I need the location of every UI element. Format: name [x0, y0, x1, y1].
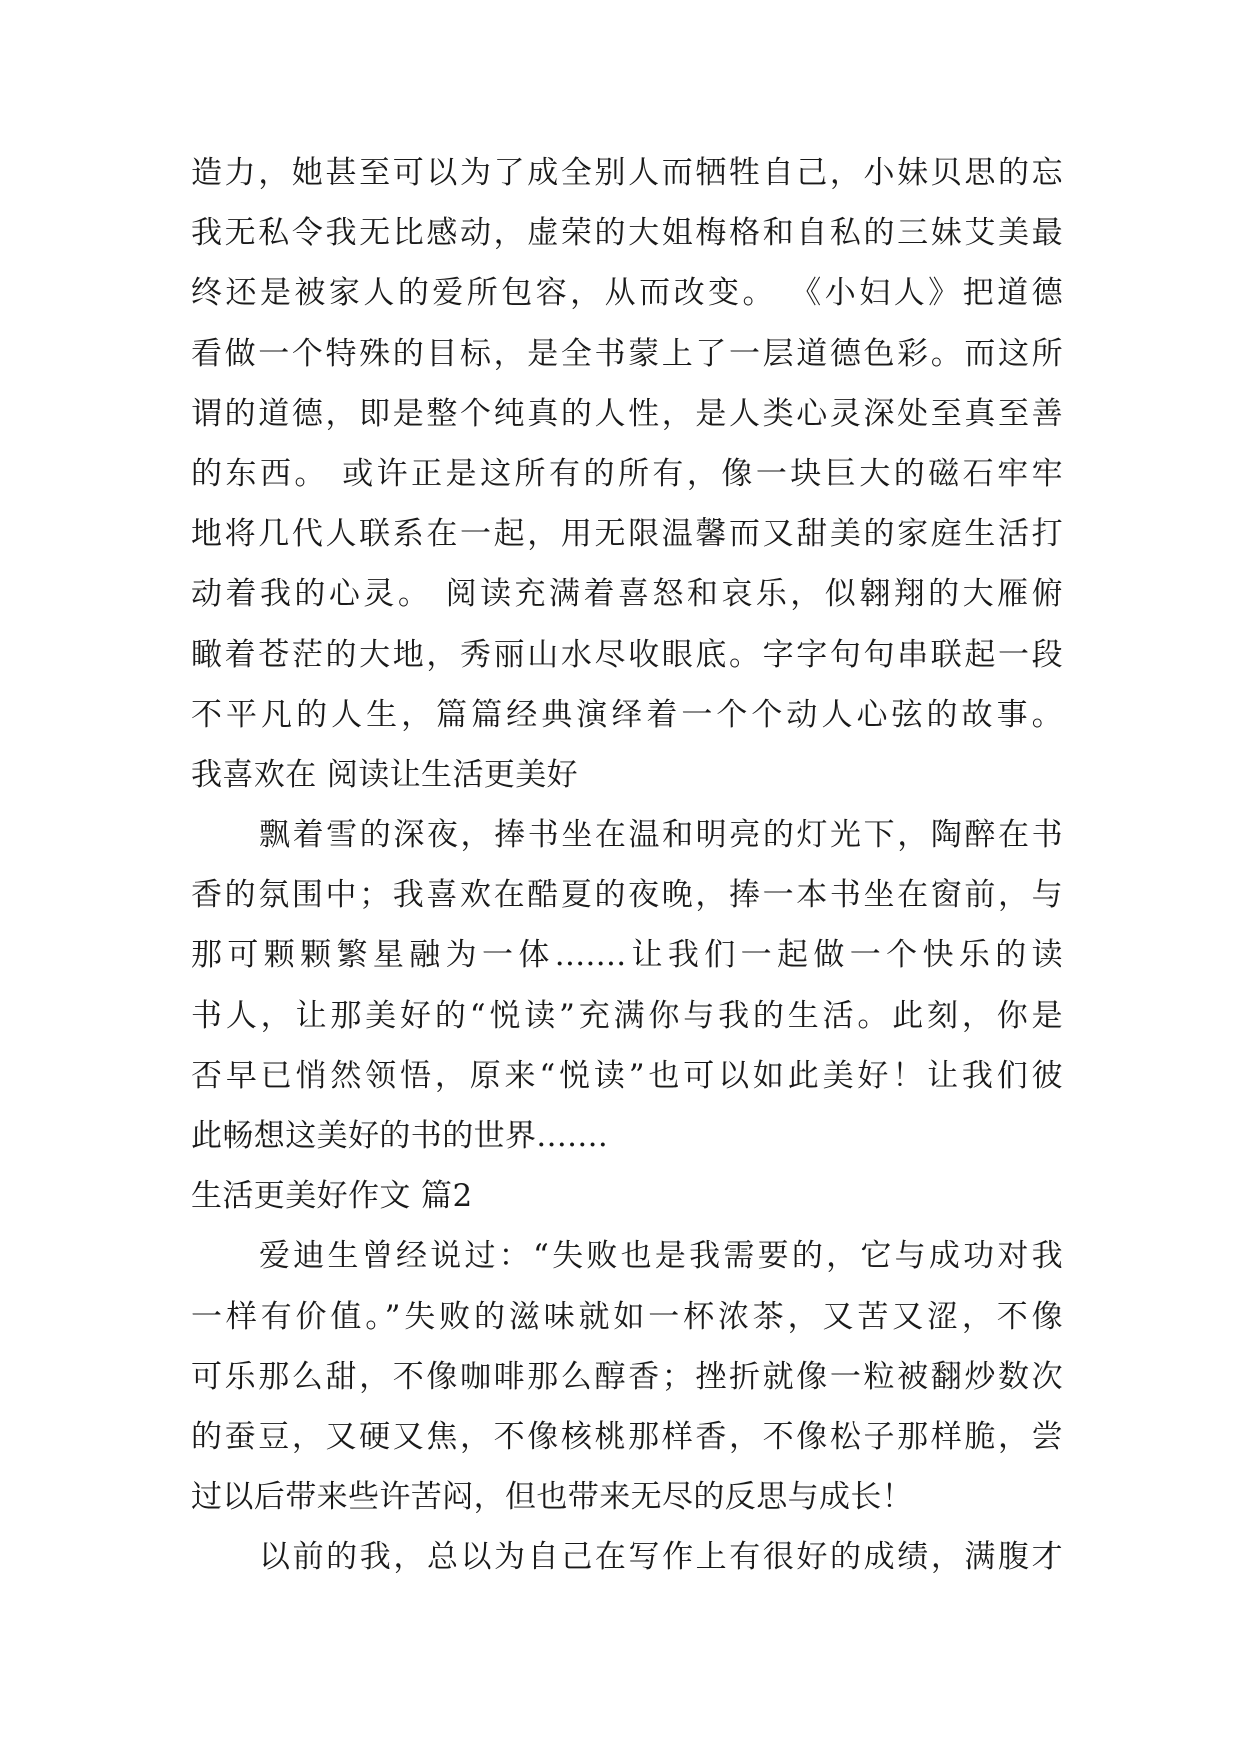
- document-body: [191, 143, 1063, 1588]
- paragraph-line: 终还是被家人的爱所包容，从而改变。 《小妇人》把道德: [191, 275, 1063, 312]
- paragraph-line: 书人，让那美好的“悦读”充满你与我的生活。此刻，你是: [191, 997, 1063, 1034]
- paragraph-line: 造力，她甚至可以为了成全别人而牺牲自己，小妹贝思的忘: [191, 155, 1063, 191]
- paragraph-line: 谓的道德，即是整个纯真的人性，是人类心灵深处至真至善: [191, 395, 1063, 432]
- paragraph-line: 香的氛围中；我喜欢在酷夏的夜晚，捧一本书坐在窗前，与: [191, 877, 1063, 914]
- paragraph-line: 那可颗颗繁星融为一体.......让我们一起做一个快乐的读: [191, 937, 1063, 974]
- paragraph-line: 的蚕豆，又硬又焦，不像核桃那样香，不像松子那样脆，尝: [191, 1418, 1063, 1455]
- paragraph-line: 瞰着苍茫的大地，秀丽山水尽收眼底。字字句句串联起一段: [191, 636, 1063, 673]
- paragraph-line: 否早已悄然领悟，原来“悦读”也可以如此美好！让我们彼: [191, 1057, 1063, 1094]
- paragraph-line: 爱迪生曾经说过：“失败也是我需要的，它与成功对我: [259, 1238, 1063, 1275]
- paragraph-line: 地将几代人联系在一起，用无限温馨而又甜美的家庭生活打: [191, 516, 1063, 553]
- paragraph-line: 不平凡的人生，篇篇经典演绎着一个个动人心弦的故事。: [191, 696, 1063, 733]
- paragraph-line: 我无私令我无比感动，虚荣的大姐梅格和自私的三妹艾美最: [191, 215, 1063, 252]
- paragraph-line: 一样有价值。”失败的滋味就如一杯浓茶，又苦又涩，不像: [191, 1298, 1063, 1335]
- paragraph-line: 以前的我，总以为自己在写作上有很好的成绩，满腹才: [259, 1539, 1063, 1576]
- paragraph-line: 过以后带来些许苦闷，但也带来无尽的反思与成长！: [191, 1479, 914, 1516]
- paragraph-line: 此畅想这美好的书的世界.......: [191, 1118, 609, 1154]
- paragraph-line: 看做一个特殊的目标，是全书蒙上了一层道德色彩。而这所: [191, 335, 1063, 372]
- section-subtitle: 我喜欢在 阅读让生活更美好: [191, 756, 579, 793]
- paragraph-line: 动着我的心灵。 阅读充满着喜怒和哀乐，似翱翔的大雁俯: [191, 576, 1063, 613]
- paragraph-line: 的东西。 或许正是这所有的所有，像一块巨大的磁石牢牢: [191, 455, 1063, 492]
- section-heading: 生活更美好作文 篇2: [191, 1178, 473, 1215]
- paragraph-line: 飘着雪的深夜，捧书坐在温和明亮的灯光下，陶醉在书: [259, 817, 1063, 854]
- paragraph-line: 可乐那么甜，不像咖啡那么醇香；挫折就像一粒被翻炒数次: [191, 1358, 1063, 1395]
